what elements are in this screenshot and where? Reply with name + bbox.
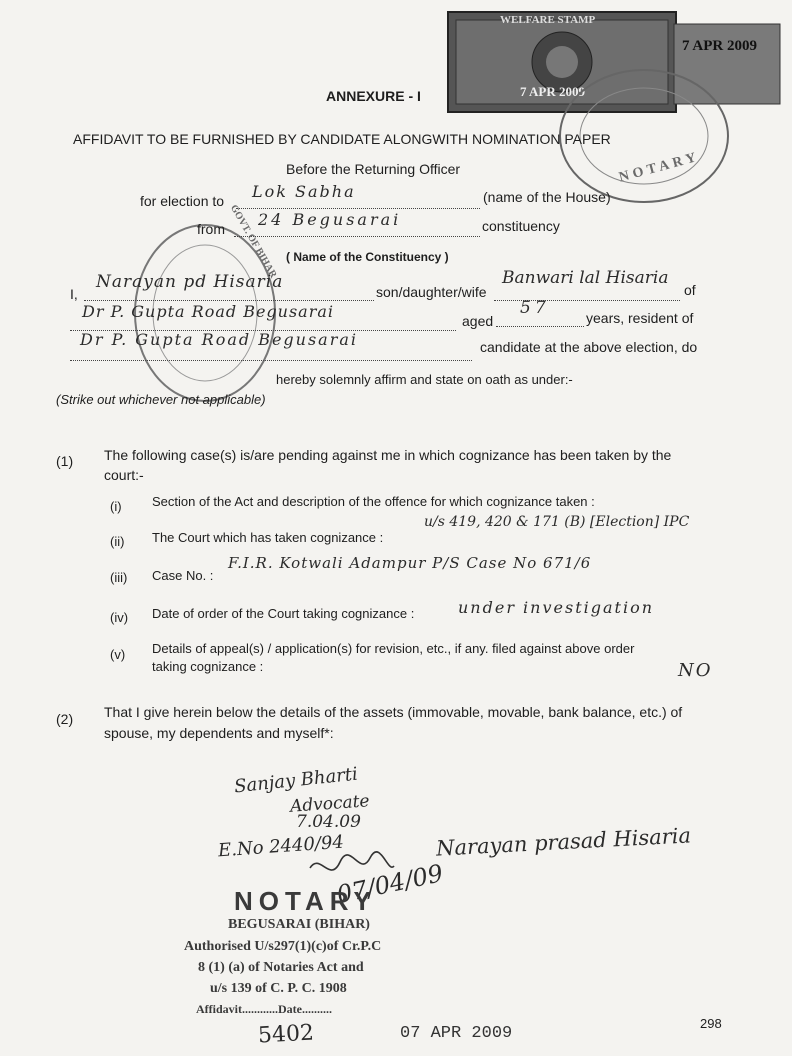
notary-handwritten-date: 07/04/09 (334, 859, 446, 909)
strike-note: (Strike out whichever not applicable) (56, 392, 266, 407)
parent-value: Banwari lal Hisaria (502, 268, 669, 288)
name-value: Narayan pd Hisaria (96, 272, 284, 292)
item-iv-label: Date of order of the Court taking cognizance : (152, 606, 415, 621)
relation-label: son/daughter/wife (376, 284, 487, 300)
notary-stamp-line3: u/s 139 of C. P. C. 1908 (210, 981, 347, 996)
item-iii-number: (iii) (110, 570, 128, 585)
item-iii-label: Case No. : (152, 568, 214, 583)
page-number: 298 (700, 1016, 722, 1031)
constituency-value: 24 Begusarai (258, 210, 402, 229)
age-value: 57 (520, 298, 550, 318)
item-v-number: (v) (110, 647, 126, 662)
date-stamp: 07 APR 2009 (400, 1024, 513, 1043)
item-ii-number: (ii) (110, 534, 125, 549)
item-iv-value: under investigation (458, 598, 655, 617)
govt-round-seal-text: GOVT. OF BIHAR (227, 203, 279, 280)
deponent-signature: Narayan prasad Hisaria (435, 823, 692, 861)
notary-stamp-line2: 8 (1) (a) of Notaries Act and (198, 960, 364, 975)
serial-number: 5402 (257, 1020, 315, 1049)
election-prefix: for election to (140, 193, 225, 209)
house-suffix: (name of the House) (483, 189, 611, 205)
of-label: of (684, 282, 696, 298)
advocate-name: Sanjay Bharti (233, 763, 359, 798)
advocate-title: Advocate (289, 791, 371, 817)
section2-text-line1: That I give herein below the details of the assets (immovable, movable, bank balance, etc.) of (104, 704, 683, 720)
notary-stamp-line4: Affidavit............Date.......... (196, 1002, 332, 1016)
notary-stamp-place: BEGUSARAI (BIHAR) (228, 917, 370, 932)
constituency-suffix: constituency (482, 218, 560, 234)
before-returning-officer: Before the Returning Officer (286, 161, 461, 177)
constituency-caption: ( Name of the Constituency ) (286, 250, 449, 264)
item-v-value: NO (678, 660, 713, 681)
section2-text-line2: spouse, my dependents and myself*: (104, 725, 334, 741)
enrollment-number: E.No 2440/94 (217, 831, 345, 862)
aged-label: aged (462, 313, 494, 329)
address2-value: Dr P. Gupta Road Begusarai (80, 330, 359, 349)
notary-stamp-line1: Authorised U/s297(1)(c)of Cr.P.C (184, 939, 382, 954)
section2-number: (2) (56, 711, 74, 727)
notary-signature-scribble (306, 848, 396, 888)
court-fee-stamp-text: WELFARE STAMP (500, 14, 596, 26)
candidate-text: candidate at the above election, do (480, 339, 698, 355)
affirm-text: hereby solemnly affirm and state on oath as under:- (276, 372, 573, 387)
item-v-label-line2: taking cognizance : (152, 659, 264, 674)
section1-text-line1: The following case(s) is/are pending against me in which cognizance has been taken by the (104, 447, 672, 463)
house-value: Lok Sabha (252, 182, 356, 201)
item-iv-number: (iv) (110, 610, 129, 625)
advocate-date: 7.04.09 (296, 812, 361, 832)
corner-stamp-date: 7 APR 2009 (682, 38, 757, 54)
item-ii-label: The Court which has taken cognizance : (152, 530, 384, 545)
item-i-label: Section of the Act and description of the offence for which cognizance taken : (152, 494, 595, 509)
item-v-label: Details of appeal(s) / application(s) for revision, etc., if any. filed against above order (152, 641, 635, 656)
court-fee-stamp-date: 7 APR 2009 (520, 84, 585, 99)
item-iii-value: F.I.R. Kotwali Adampur P/S Case No 671/6 (228, 554, 592, 572)
round-seal-text: NOTARY (617, 149, 702, 186)
years-label: years, resident of (586, 310, 694, 326)
address1-value: Dr P. Gupta Road Begusarai (82, 302, 335, 321)
item-ii-value: u/s 419, 420 & 171 (B) [Election] IPC (424, 514, 690, 530)
from-label: from (197, 221, 225, 237)
section1-number: (1) (56, 453, 74, 469)
annexure-heading: ANNEXURE - I (326, 88, 421, 104)
item-i-number: (i) (110, 499, 122, 514)
section1-text-line2: court:- (104, 467, 144, 483)
notary-stamp-title: NOTARY (234, 886, 377, 916)
affidavit-title: AFFIDAVIT TO BE FURNISHED BY CANDIDATE ALONGWITH NOMINATION PAPER (73, 131, 611, 147)
i-label: I, (70, 286, 78, 302)
